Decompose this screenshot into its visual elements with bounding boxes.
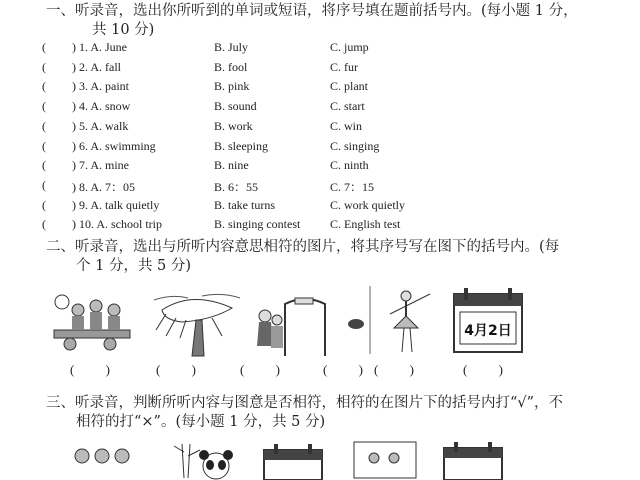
picture-s3-panda [196, 448, 236, 480]
option-a: ) 9. A. talk quietly [72, 197, 160, 212]
section1-title-line1: 一、听录音，选出你所听到的单词或短语，将序号填在题前括号内。(每小题 1 分， [46, 3, 578, 19]
option-b: B. take turns [214, 197, 275, 212]
option-a: ) 10. A. school trip [72, 217, 162, 232]
picture-answer-paren[interactable]: ( ) [156, 362, 210, 377]
answer-paren[interactable]: ( [42, 40, 46, 54]
answer-paren[interactable]: ( [42, 79, 46, 94]
section2-title-line1: 二、听录音，选出与所听内容意思相符的图片，将其序号写在图下的括号内。(每 [46, 239, 560, 255]
option-c: C. 7：15 [330, 179, 375, 194]
option-b: B. fool [214, 59, 248, 74]
option-b: B. sleeping [214, 138, 268, 153]
option-a: ) 2. A. fall [72, 59, 121, 74]
picture-answer-paren[interactable]: ( ) [374, 362, 428, 377]
option-b: B. 6：55 [214, 179, 259, 194]
option-a: ) 8. A. 7：05 [72, 179, 136, 194]
option-c: C. English test [330, 217, 401, 232]
answer-paren[interactable]: ( [42, 158, 46, 173]
option-b: B. sound [214, 99, 257, 114]
option-b: B. singing contest [214, 217, 301, 232]
option-b: B. pink [214, 79, 250, 94]
answer-paren[interactable]: ( [42, 217, 46, 232]
answer-paren[interactable]: ( [42, 59, 46, 74]
option-c: C. singing [330, 138, 380, 153]
picture-windy-tree [152, 290, 242, 358]
picture-s3-children [68, 444, 138, 480]
picture-answer-paren[interactable]: ( ) [463, 362, 517, 377]
section3-title-line2: 相符的打“×”。(每小题 1 分，共 5 分) [76, 414, 326, 430]
answer-paren[interactable]: ( [42, 99, 46, 114]
option-c: C. work quietly [330, 197, 405, 212]
option-c: C. win [330, 118, 363, 133]
answer-paren[interactable]: ( [42, 177, 46, 192]
picture-s3-calendar-1 [262, 442, 324, 480]
option-c: C. plant [330, 79, 368, 94]
section2-title-line2: 个 1 分，共 5 分) [76, 258, 192, 274]
option-a: ) 6. A. swimming [72, 138, 156, 153]
option-a: ) 3. A. paint [72, 79, 129, 94]
answer-paren[interactable]: ( [42, 118, 46, 133]
picture-calendar-april-2 [452, 286, 524, 354]
picture-answer-paren[interactable]: ( ) [240, 362, 294, 377]
section1-heading [46, 2, 606, 40]
answer-paren[interactable]: ( [42, 197, 46, 212]
answer-paren[interactable]: ( [42, 138, 46, 153]
picture-children-gate [255, 290, 327, 358]
option-c: C. fur [330, 59, 358, 74]
picture-family-dinner [52, 292, 132, 356]
section1-title-line2: 共 10 分) [92, 22, 155, 38]
picture-dancing-girl [346, 284, 438, 356]
section3-heading [46, 394, 606, 432]
picture-s3-classroom [350, 438, 420, 480]
option-c: C. start [330, 99, 365, 114]
section3-title-line1: 三、听录音，判断所听内容与图意是否相符，相符的在图片下的括号内打“√”，不 [46, 395, 564, 411]
option-c: C. jump [330, 40, 369, 54]
picture-s3-calendar-2 [442, 440, 504, 480]
option-a: ) 1. A. June [72, 40, 127, 54]
option-b: B. work [214, 118, 253, 133]
picture-answer-paren[interactable]: ( ) [70, 362, 124, 377]
option-b: B. July [214, 40, 249, 54]
option-a: ) 4. A. snow [72, 99, 131, 114]
option-a: ) 7. A. mine [72, 158, 129, 173]
section2-heading [46, 238, 606, 276]
option-c: C. ninth [330, 158, 369, 173]
option-b: B. nine [214, 158, 249, 173]
option-a: ) 5. A. walk [72, 118, 129, 133]
picture-answer-paren[interactable]: ( ) [323, 362, 377, 377]
calendar-date-text: 4月2日 [464, 323, 512, 339]
